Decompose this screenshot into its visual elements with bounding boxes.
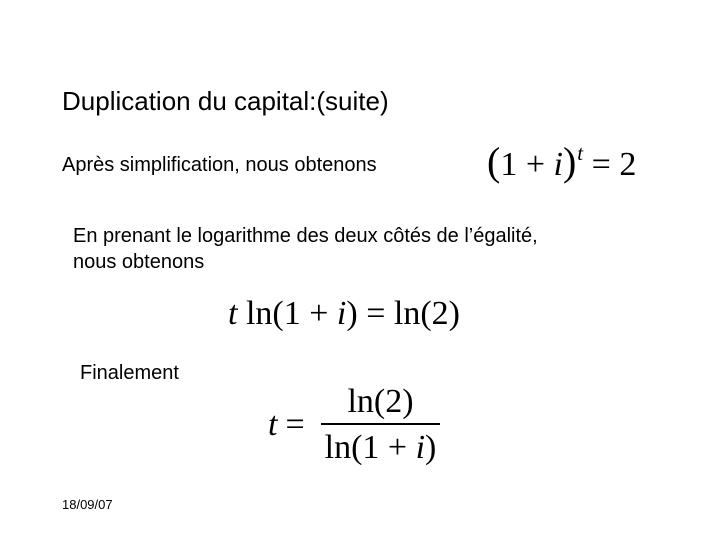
eq2-equals: = [357,295,394,332]
slide-date: 18/09/07 [62,497,113,512]
eq3-var-i: i [415,429,426,466]
eq1-one: 1 [500,146,518,183]
eq3-denominator [321,425,441,465]
text-logarithme-line2: nous obtenons [73,251,205,273]
eq1-rhs: 2 [619,146,637,183]
eq3-numerator: ln(2) [347,383,414,420]
text-finalement: Finalement [80,362,179,384]
eq1-open-paren: ( [487,139,501,184]
eq2-arg: (1 + [272,295,337,332]
eq1-exponent-t: t [577,141,584,165]
eq1-plus: + [517,146,554,183]
equation-power [487,139,637,184]
eq3-var-t: t [268,406,278,443]
text-apres-simplification: Après simplification, nous obtenons [62,154,377,176]
eq2-close: ) [346,295,358,332]
eq3-den-suffix: ) [425,429,437,466]
equation-logarithm [228,297,460,331]
slide-title: Duplication du capital:(suite) [62,86,389,116]
eq1-equals: = [583,146,620,183]
eq3-den-prefix: ln(1 + [324,429,416,466]
eq2-ln: ln [237,295,273,332]
eq2-rhs: ln(2) [393,295,460,332]
text-logarithme-line1: En prenant le logarithme des deux côtés de l’égalité, [73,225,538,247]
eq3-fraction [321,385,441,465]
equation-fraction [268,385,440,465]
eq2-var-i: i [336,295,347,332]
eq3-equals: = [285,406,305,443]
eq2-var-t: t [228,295,238,332]
eq1-close-paren: ) [562,139,577,184]
eq1-var-i: i [553,146,563,183]
